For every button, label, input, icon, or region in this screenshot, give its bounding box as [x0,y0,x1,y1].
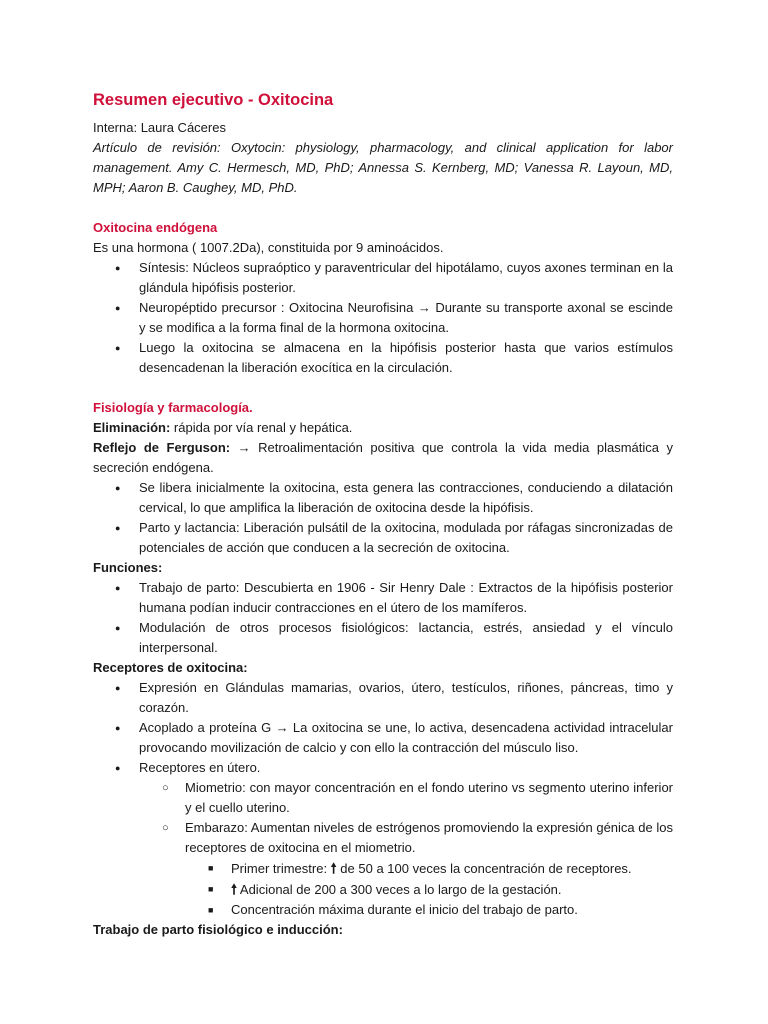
ferguson-label: Reflejo de Ferguson: [93,440,231,455]
trabajo-parto-heading: Trabajo de parto fisiológico e inducción: [93,922,343,937]
eliminacion-label: Eliminación: [93,420,171,435]
list-item: ● Acoplado a proteína G → La oxitocina se une, lo activa, desencadena actividad intracelular provocando movilización de calcio y con ello la contracción del músculo liso. [93,718,673,758]
list-item: ● Modulación de otros procesos fisiológicos: lactancia, estrés, ansiedad y el vínculo interpersonal. [93,618,673,658]
reference-citation: Artículo de revisión: Oxytocin: physiology, pharmacology, and clinical application for labor management. Amy C. Hermesch, MD, PhD; Annessa S. Kernberg, MD; Vanessa R. Layoun, MD, MPH; Aaron B. Caughey, MD, PhD. [93,140,673,195]
list-item: ● Neuropéptido precursor : Oxitocina Neurofisina → Durante su transporte axonal se escinde y se modifica a la forma final de la hormona oxitocina. [93,298,673,338]
list-item: ● Parto y lactancia: Liberación pulsátil de la oxitocina, modulada por ráfagas sincronizadas de potenciales de acción que conducen a la secreción de oxitocina. [93,518,673,558]
ferguson-list [93,478,673,558]
arrow-up-icon: 🠕 [330,860,337,876]
subsublist-item [93,858,673,879]
endogena-intro: Es una hormona ( 1007.2Da), constituida por 9 aminoácidos. [93,240,444,255]
list-item: ● Luego la oxitocina se almacena en la hipófisis posterior hasta que varios estímulos desencadenan la liberación exocítica en la circulación. [93,338,673,378]
receptores-list [93,678,673,778]
list-item: ● Síntesis: Núcleos supraóptico y paraventricular del hipotálamo, cuyos axones terminan en la glándula hipófisis posterior. [93,258,673,298]
ferguson-text: → Retroalimentación positiva que controla la vida media plasmática y secreción endógena. [93,440,673,475]
document-title: Resumen ejecutivo - Oxitocina [93,91,334,109]
adicional-text: Adicional de 200 a 300 veces a lo largo de la gestación. [237,882,562,897]
funciones-list [93,578,673,658]
funciones-heading: Funciones: [93,560,163,575]
sublist-item: ○ Embarazo: Aumentan niveles de estrógenos promoviendo la expresión génica de los receptores de oxitocina en el miometrio. [93,818,673,858]
subsublist-item [93,879,673,900]
primer-trimestre-label: Primer trimestre: [231,861,331,876]
endogena-list [93,258,673,378]
subsublist-item: ■ Concentración máxima durante el inicio del trabajo de parto. [93,900,673,920]
ferguson-line [93,438,673,478]
eliminacion-text: rápida por vía renal y hepática. [170,420,353,435]
eliminacion-line [93,418,673,438]
list-item: ● Se libera inicialmente la oxitocina, esta genera las contracciones, conduciendo a dilatación cervical, lo que amplifica la liberación de oxitocina desde la hipófisis. [93,478,673,518]
receptores-heading: Receptores de oxitocina: [93,660,248,675]
list-item: ● Receptores en útero. [93,758,673,778]
embarazo-sublist [93,858,673,920]
arrow-up-icon: 🠕 [231,881,238,897]
author-line: Interna: Laura Cáceres [93,120,226,135]
section-heading-endogena: Oxitocina endógena [93,220,218,235]
list-item: ● Trabajo de parto: Descubierta en 1906 - Sir Henry Dale : Extractos de la hipófisis posterior humana podían inducir contracciones en el útero de los mamíferos. [93,578,673,618]
section-heading-fisiologia: Fisiología y farmacología. [93,400,253,415]
sublist-item: ○ Miometrio: con mayor concentración en el fondo uterino vs segmento uterino inferior y el cuello uterino. [93,778,673,818]
list-item: ● Expresión en Glándulas mamarias, ovarios, útero, testículos, riñones, páncreas, timo y corazón. [93,678,673,718]
utero-sublist [93,778,673,858]
document-content [93,88,673,940]
primer-trimestre-text: de 50 a 100 veces la concentración de receptores. [336,861,632,876]
